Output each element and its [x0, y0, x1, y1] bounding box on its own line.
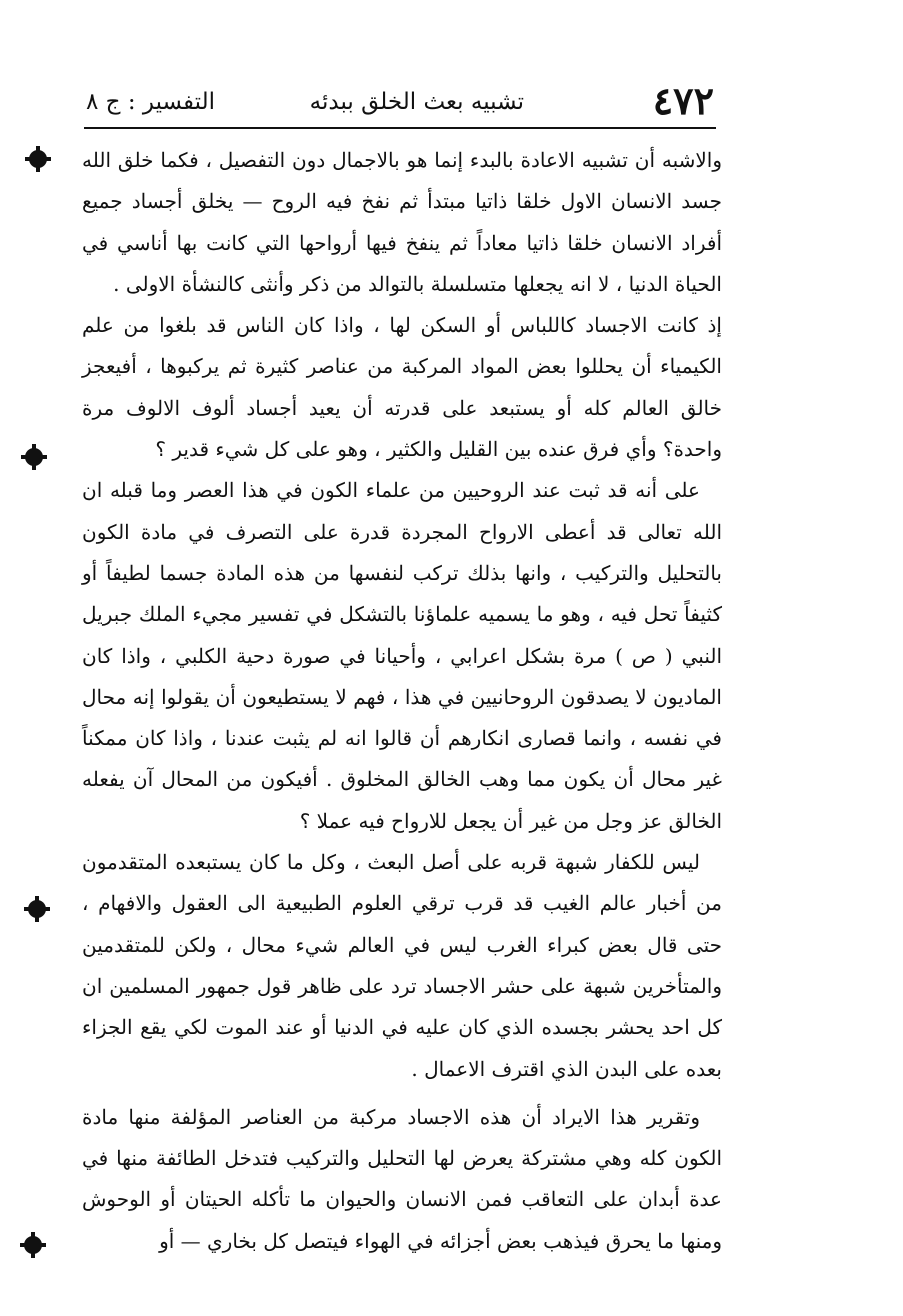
running-title: تشبيه بعث الخلق ببدئه	[309, 89, 524, 115]
paragraph: إذ كانت الاجساد كاللباس أو السكن لها ، واذا كان الناس قد بلغوا من علم الكيمياء أن يحللوا بعض المواد المركبة من عناصر كثيرة ثم يركبوها ، أفيعجز خالق العالم كله أو يستبعد على قدرته أن يعيد أجساد ألوف الالوف مرة واحدة؟ وأي فرق عنده بين القليل والكثير ، وهو على كل شيء قدير ؟	[82, 313, 722, 462]
margin-ornament-icon	[25, 448, 43, 466]
paragraph: على أنه قد ثبت عند الروحيين من علماء الكون في هذا العصر وما قبله ان الله تعالى قد أعطى الارواح المجردة قدرة على التصرف في مادة الكون بالتحليل والتركيب ، وانها بذلك تركب لنفسها من هذه المادة جسما لطيفاً أو كثيفاً تحل فيه ، وهو ما يسميه علماؤنا بالتشكل في تفسير مجيء الملك جبريل النبي ( ص ) مرة بشكل اعرابي ، وأحيانا في صورة دحية الكلبي ، واذا كان الماديون لا يصدقون الروحانيين في هذا ، فهم لا يستطيعون أن يقولوا إنه محال في نفسه ، وانما قصارى انكارهم أن قالوا انه لم يثبت عندنا ، واذا كان ممكناً غير محال أن يكون مما وهب الخالق المخلوق . أفيكون من المحال آن يفعله الخالق عز وجل من غير أن يجعل للارواح فيه عملا ؟	[82, 478, 722, 833]
paragraph: وتقرير هذا الايراد أن هذه الاجساد مركبة من العناصر المؤلفة منها مادة الكون كله وهي مشتركة يعرض لها التحليل والتركيب فتدخل الطائفة منها في عدة أبدان على التعاقب فمن الانسان والحيوان ما تأكله الحيتان أو الوحوش ومنها ما يحرق فيذهب بعض أجزائه في الهواء فيتصل كل بخاري — أو	[82, 1104, 722, 1253]
page-header	[84, 78, 714, 124]
paragraph-spacer	[82, 1090, 722, 1097]
margin-ornament-icon	[24, 1236, 42, 1254]
header-divider	[84, 127, 716, 129]
book-volume-reference: التفسير : ج ٨	[86, 89, 216, 115]
paragraph: ليس للكفار شبهة قربه على أصل البعث ، وكل ما كان يستبعده المتقدمون من أخبار عالم الغيب قد قرب ترقي العلوم الطبيعية الى العقول والافهام ، حتى قال بعض كبراء الغرب ليس في العالم شيء محال ، ولكن للمتقدمين والمتأخرين شبهة على حشر الاجساد ترد على ظاهر قول جمهور المسلمين ان كل احد يحشر بجسده الذي كان عليه في الدنيا أو عند الموت لكي يقع الجزاء بعده على البدن الذي اقترف الاعمال .	[82, 850, 722, 1081]
margin-ornament-icon	[29, 150, 47, 168]
body-text	[82, 140, 722, 1262]
margin-ornament-icon	[28, 900, 46, 918]
paragraph: والاشبه أن تشبيه الاعادة بالبدء إنما هو بالاجمال دون التفصيل ، فكما خلق الله جسد الانسان الاول خلقا ذاتيا مبتدأ ثم نفخ فيه الروح — يخلق أجساد جميع أفراد الانسان خلقا ذاتيا معاداً ثم ينفخ فيها أرواحها التي كانت بها أناسي في الحياة الدنيا ، لا انه يجعلها متسلسلة بالتوالد من ذكر وأنثى كالنشأة الاولى .	[82, 148, 722, 296]
page-number: ٤٧٢	[652, 78, 714, 123]
